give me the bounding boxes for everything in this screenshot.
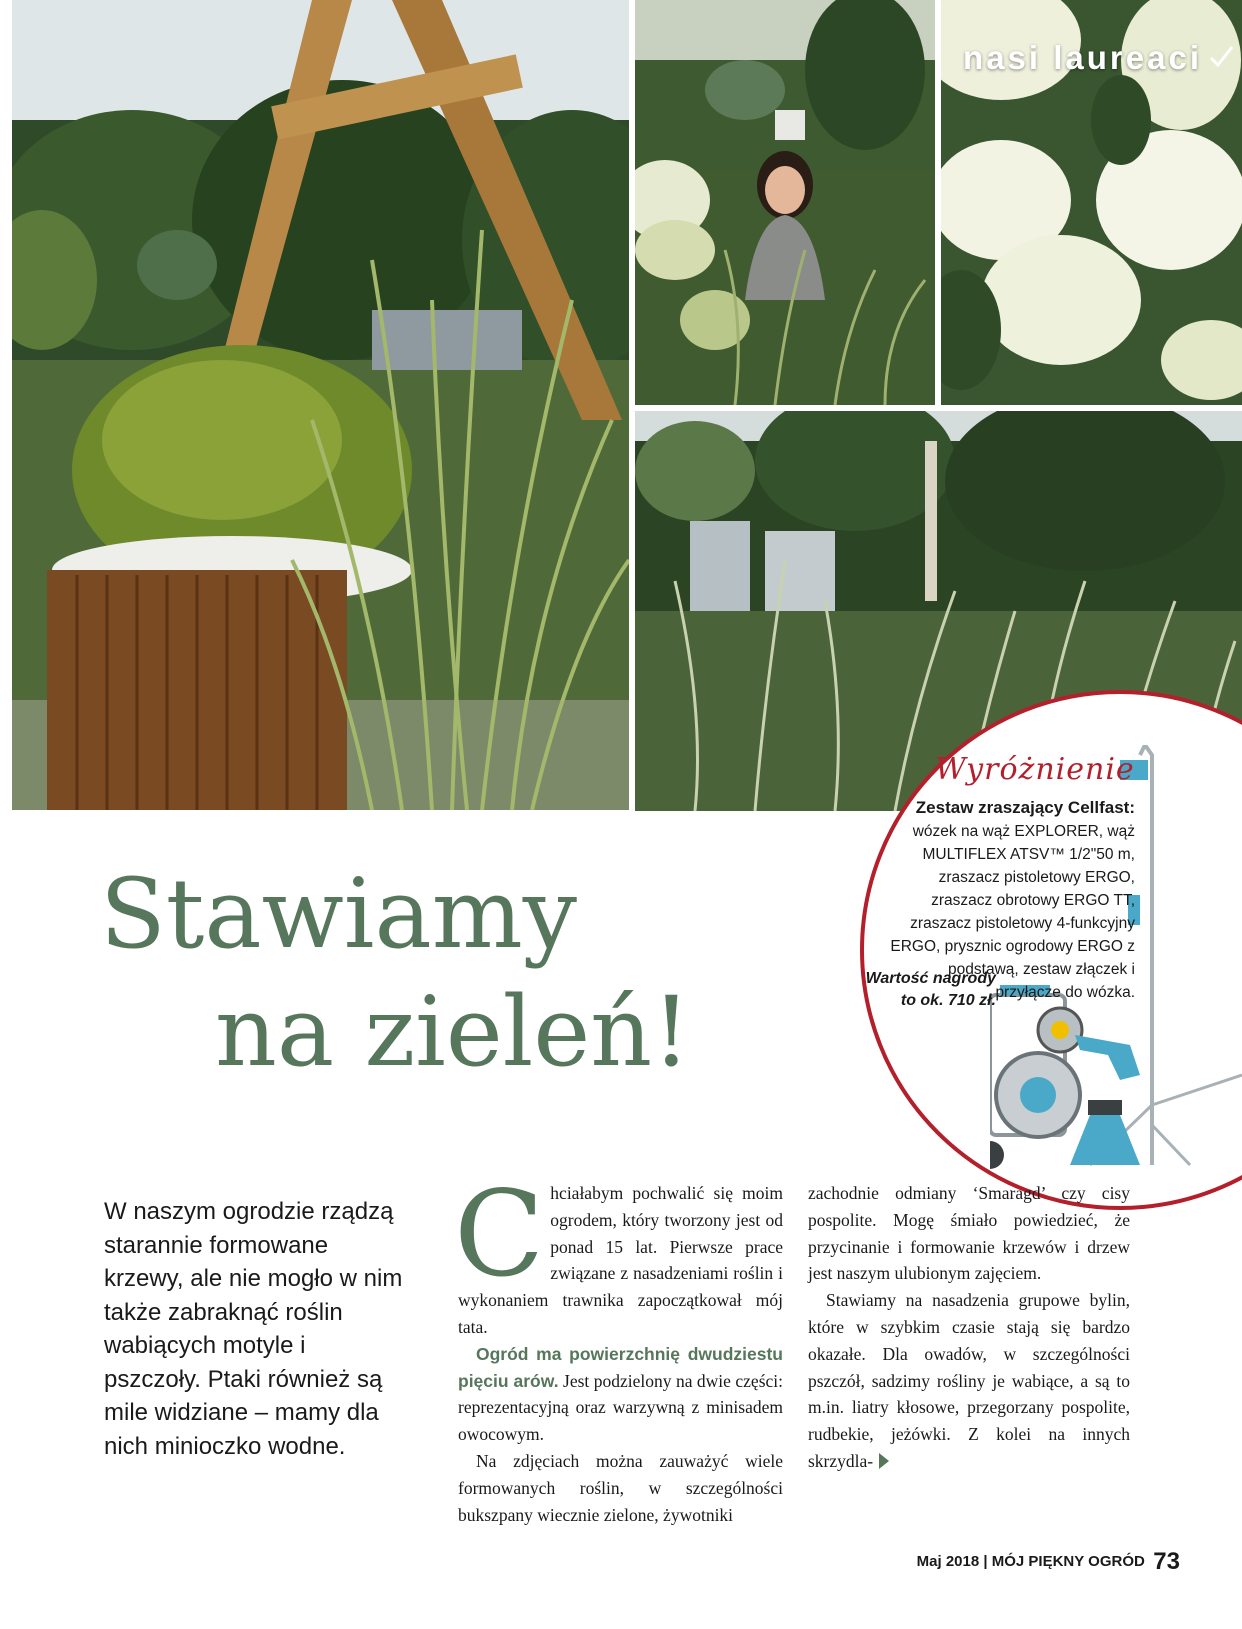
article-column-2 <box>808 1180 1130 1475</box>
prize-value-line1: Wartość nagrody <box>865 970 996 987</box>
article-headline <box>100 855 820 1091</box>
article-paragraph-2: Jest podzielony na dwie części: reprezentacyjną oraz warzywną z minisadem owocowym. <box>458 1370 783 1445</box>
article-paragraph-1: hciałabym pochwalić się moim ogrodem, który tworzony jest od ponad 15 lat. Pierwsze prace związane z nasadzeniami roślin i wykonaniem trawnika zapoczątkował mój tata. <box>458 1183 783 1337</box>
article-lead: W naszym ogrodzie rządzą starannie formowane krzewy, ale nie mogło w nim także zabraknąć roślin wabiących motyle i pszczoły. Ptaki również są mile widziane – mamy dla nich minioczko wodne. <box>104 1198 403 1460</box>
page-number: 73 <box>1153 1548 1180 1575</box>
headline-line2: na zieleń! <box>215 976 691 1088</box>
prize-value <box>840 968 996 1012</box>
article-paragraph-3-end: zachodnie odmiany ‘Smaragd’ czy cisy pospolite. Mogę śmiało powiedzieć, że przycinanie i formowanie krzewów i drzew jest naszym ulubionym zajęciem. <box>808 1183 1130 1284</box>
article-paragraph-3-start: Na zdjęciach można zauważyć wiele formowanych roślin, w szczególności bukszpany wiecznie zielone, żywotniki <box>458 1450 783 1525</box>
photo-garden-swing <box>12 0 629 810</box>
prize-description: wózek na wąż EXPLORER, wąż MULTIFLEX ATSV™ 1/2"50 m, zraszacz pistoletowy ERGO, zraszacz obrotowy ERGO TT, zraszacz pistoletowy 4-funkcyjny ERGO, prysznic ogrodowy ERGO z podstawą, zestaw złączek i przyłącze do wózka. <box>890 823 1135 1001</box>
headline-line1: Stawiamy <box>100 858 577 970</box>
prize-title: Wyróżnienie <box>935 752 1135 787</box>
prize-heading: Zestaw zraszający Cellfast: <box>915 798 1135 817</box>
article-subhead: Ogród ma powierzchnię dwudziestu pięciu arów. <box>458 1343 783 1391</box>
folio-issue: Maj 2018 | MÓJ PIĘKNY OGRÓD <box>916 1553 1145 1570</box>
article-column-1 <box>454 1165 783 1528</box>
continue-arrow-icon <box>879 1453 889 1469</box>
article-paragraph-4: Stawiamy na nasadzenia grupowe bylin, które w szybkim czasie stają się bardzo okazałe. Dla owadów, w szczególności pszczół, sadzimy rośliny je wabiące, a są to m.in. liatry kłosowe, przegorzany pospolite, rudbekie, jeżówki. Z kolei na innych skrzydla- <box>808 1290 1130 1471</box>
section-tag-label: nasi laureaci <box>963 39 1202 76</box>
checkmark-icon <box>1208 44 1234 70</box>
page-folio <box>917 1548 1180 1576</box>
section-tag <box>890 36 1242 80</box>
dropcap: C <box>454 1165 545 1303</box>
prize-value-line2: to ok. 710 zł. <box>900 992 996 1009</box>
